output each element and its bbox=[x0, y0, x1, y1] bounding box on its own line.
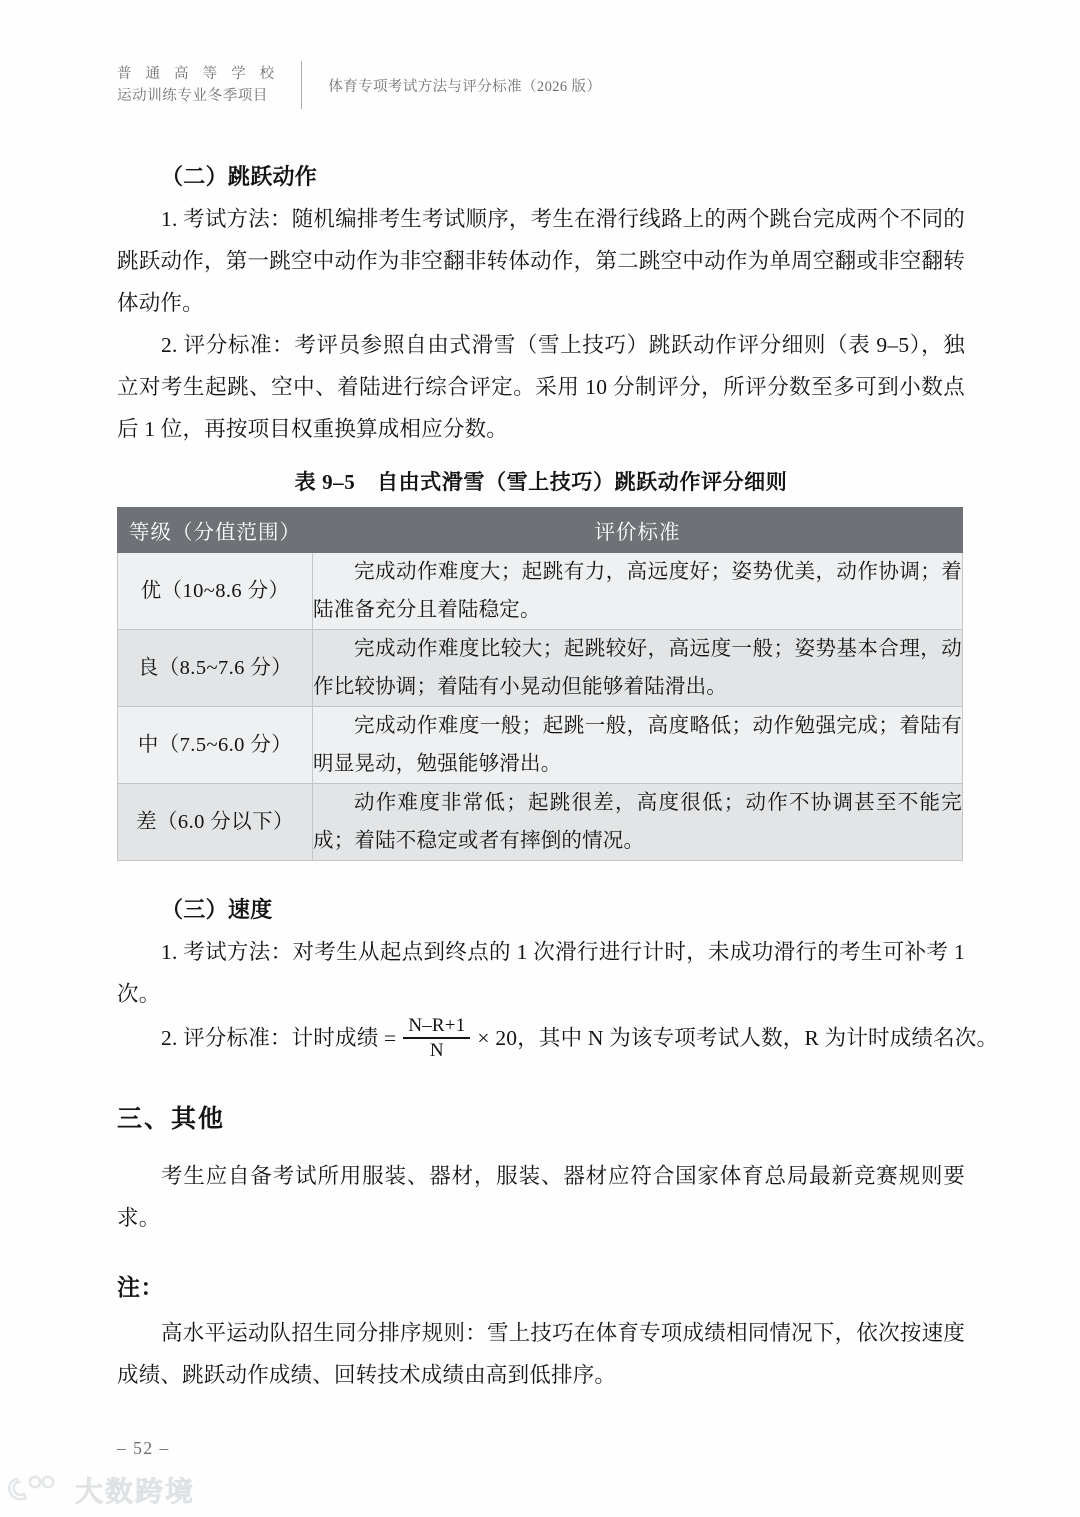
table-row bbox=[118, 553, 963, 630]
cell-criteria: 完成动作难度一般；起跳一般，高度略低；动作勉强完成；着陆有明显晃动，勉强能够滑出。 bbox=[313, 707, 963, 784]
table-col-header-grade: 等级（分值范围） bbox=[118, 508, 313, 553]
cell-grade: 优（10~8.6 分） bbox=[118, 553, 313, 630]
brand-logo-icon bbox=[8, 1473, 66, 1508]
formula-suffix: × 20，其中 N 为该专项考试人数，R 为计时成绩名次。 bbox=[477, 1026, 999, 1051]
jump-scoring-standard-paragraph: 2. 评分标准：考评员参照自由式滑雪（雪上技巧）跳跃动作评分细则（表 9–5），独立对考生起跳、空中、着陆进行综合评定。采用 10 分制评分，所评分数至多可到小数点后 1 位，再按项目权重换算成相应分数。 bbox=[117, 333, 965, 442]
running-header bbox=[117, 57, 601, 113]
formula-prefix: 2. 评分标准：计时成绩 = bbox=[161, 1026, 397, 1051]
watermark-text: 大数跨境 bbox=[75, 1476, 196, 1507]
other-equipment-paragraph: 考生应自备考试所用服装、器材，服装、器材应符合国家体育总局最新竞赛规则要求。 bbox=[117, 1164, 965, 1231]
header-subject-title: 体育专项考试方法与评分标准（2026 版） bbox=[328, 78, 602, 95]
jump-exam-method-paragraph: 1. 考试方法：随机编排考生考试顺序，考生在滑行线路上的两个跳台完成两个不同的跳跃动作，第一跳空中动作为非空翻非转体动作，第二跳空中动作为单周空翻或非空翻转体动作。 bbox=[117, 207, 965, 316]
cell-criteria: 完成动作难度比较大；起跳较好，高远度一般；姿势基本合理，动作比较协调；着陆有小晃动但能够着陆滑出。 bbox=[313, 630, 963, 707]
header-divider bbox=[301, 61, 302, 109]
cell-criteria: 动作难度非常低；起跳很差，高度很低；动作不协调甚至不能完成；着陆不稳定或者有摔倒的情况。 bbox=[313, 784, 963, 861]
section-heading-speed: （三）速度 bbox=[161, 897, 273, 923]
table-header-row bbox=[118, 508, 963, 553]
note-heading: 注： bbox=[117, 1275, 164, 1301]
formula-numerator: N–R+1 bbox=[408, 1015, 466, 1037]
cell-grade: 差（6.0 分以下） bbox=[118, 784, 313, 861]
table-col-header-criteria: 评价标准 bbox=[313, 508, 963, 553]
page-content bbox=[117, 160, 999, 1396]
header-line-1: 普 通 高 等 学 校 bbox=[117, 65, 280, 82]
running-header-left bbox=[117, 63, 279, 108]
table-row bbox=[118, 784, 963, 861]
cell-criteria: 完成动作难度大；起跳有力，高远度好；姿势优美，动作协调；着陆准备充分且着陆稳定。 bbox=[313, 553, 963, 630]
page-number: – 52 – bbox=[117, 1438, 170, 1458]
section-heading-jump: （二）跳跃动作 bbox=[161, 164, 318, 189]
formula-fraction bbox=[403, 1015, 470, 1061]
table-row bbox=[118, 707, 963, 784]
cell-grade: 良（8.5~7.6 分） bbox=[118, 630, 313, 707]
section-heading-other: 三、其他 bbox=[117, 1106, 226, 1134]
speed-scoring-formula bbox=[117, 1015, 999, 1061]
table-head bbox=[118, 508, 963, 553]
speed-exam-method-paragraph: 1. 考试方法：对考生从起点到终点的 1 次滑行进行计时，未成功滑行的考生可补考 1 次。 bbox=[117, 940, 965, 1007]
note-paragraph: 高水平运动队招生同分排序规则：雪上技巧在体育专项成绩相同情况下，依次按速度成绩、跳跃动作成绩、回转技术成绩由高到低排序。 bbox=[117, 1321, 965, 1388]
cell-grade: 中（7.5~6.0 分） bbox=[118, 707, 313, 784]
watermark bbox=[8, 1470, 195, 1510]
formula-denominator: N bbox=[429, 1039, 444, 1061]
table-caption: 表 9–5 自由式滑雪（雪上技巧）跳跃动作评分细则 bbox=[294, 470, 788, 495]
table-row bbox=[118, 630, 963, 707]
grade-criteria-table bbox=[117, 507, 963, 861]
table-body bbox=[118, 553, 963, 861]
header-line-2: 运动训练专业冬季项目 bbox=[117, 88, 268, 104]
